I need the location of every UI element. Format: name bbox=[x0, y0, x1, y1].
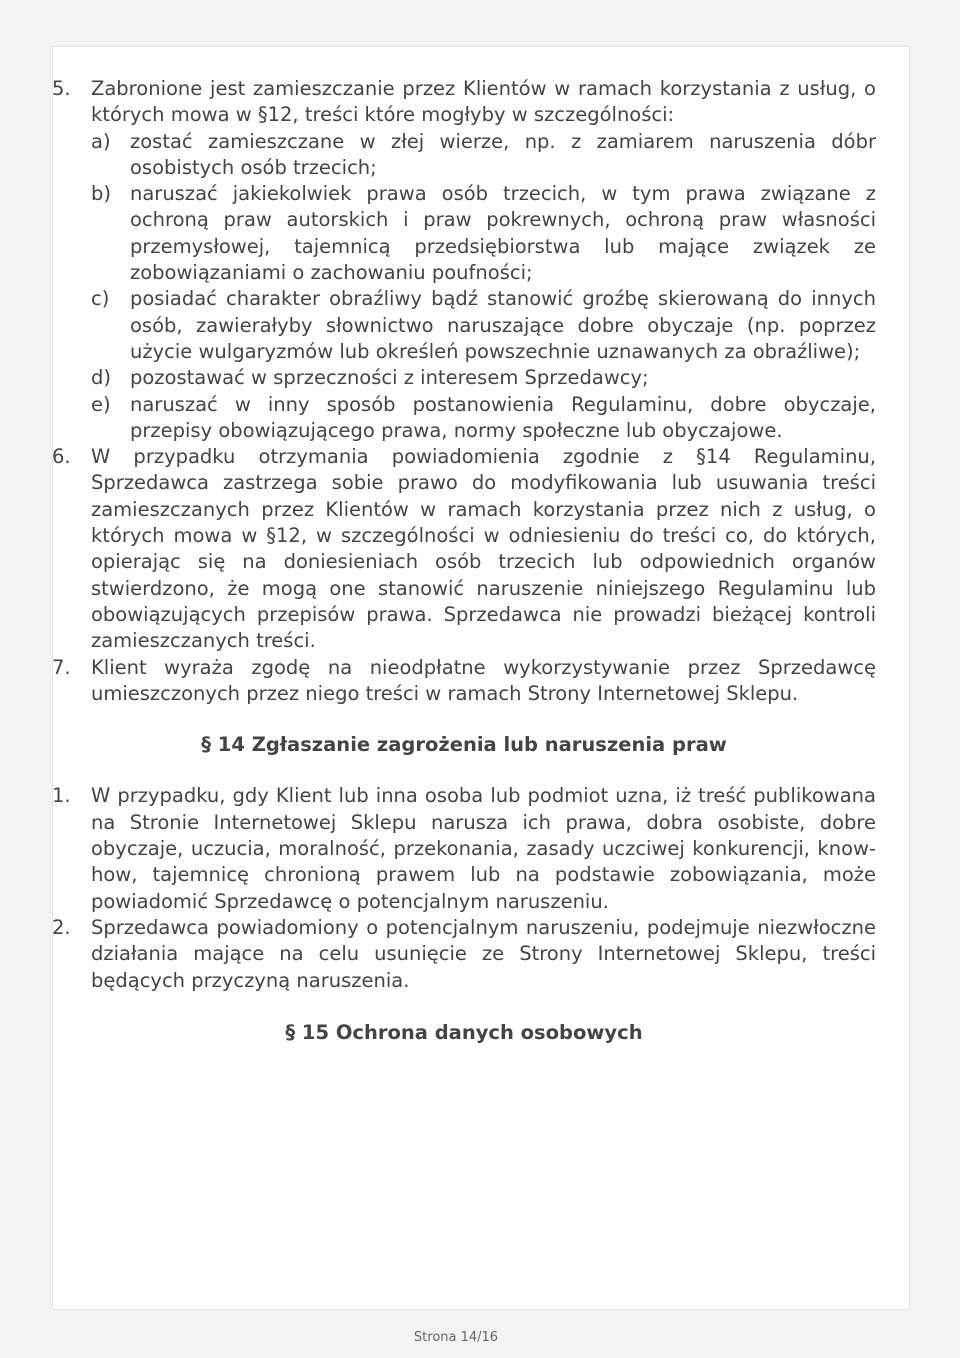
item-text: W przypadku otrzymania powiadomienia zgodnie z §14 Regulaminu, Sprzedawca zastrzega sobie prawo do modyfikowania lub usuwania treści zamieszczanych przez Klientów w ramach korzystania przez nich z usług, o których mowa w §12, w szczególności w odniesieniu do treści co, do których, opierając się na doniesieniach osób trzecich lub odpowiednich organów stwierdzono, że mogą one stanowić naruszenie niniejszego Regulaminu lub obowiązujących przepisów prawa. Sprzedawca nie prowadzi bieżącej kontroli zamieszczanych treści. bbox=[91, 445, 876, 653]
page-footer: Strona 14/16 bbox=[413, 1330, 499, 1345]
list-item-6 bbox=[52, 444, 876, 654]
sub-item-c bbox=[91, 286, 876, 365]
section-14-item-1 bbox=[52, 783, 876, 914]
sub-label: c) bbox=[91, 287, 110, 311]
sub-item-b bbox=[91, 181, 876, 286]
section-14-heading: § 14 Zgłaszanie zagrożenia lub naruszenia praw bbox=[201, 733, 727, 757]
item-text: Sprzedawca powiadomiony o potencjalnym naruszeniu, podejmuje niezwłoczne działania mające na celu usunięcie ze Strony Internetowej Sklepu, treści będących przyczyną naruszenia. bbox=[91, 915, 876, 992]
item-text: Klient wyraża zgodę na nieodpłatne wykorzystywanie przez Sprzedawcę umieszczonych przez niego treści w ramach Strony Internetowej Sklepu. bbox=[91, 655, 876, 705]
sub-label: d) bbox=[91, 366, 111, 390]
item-text: W przypadku, gdy Klient lub inna osoba lub podmiot uzna, iż treść publikowana na Stronie Internetowej Sklepu narusza ich prawa, dobra osobiste, dobre obyczaje, uczucia, moralność, przekonania, zasady uczciwej konkurencji, know-how, tajemnicę chronioną prawem lub na podstawie zobowiązania, może powiadomić Sprzedawcę o potencjalnym naruszeniu. bbox=[91, 784, 876, 913]
sub-label: b) bbox=[91, 182, 111, 206]
list-item-7 bbox=[52, 655, 876, 708]
section-14-item-2 bbox=[52, 915, 876, 994]
sub-label: e) bbox=[91, 392, 111, 416]
item-number: 5. bbox=[52, 77, 71, 100]
sub-text: naruszać w inny sposób postanowienia Regulaminu, dobre obyczaje, przepisy obowiązującego prawa, normy społeczne lub obyczajowe. bbox=[130, 392, 876, 442]
document-content bbox=[52, 76, 876, 1046]
sub-text: zostać zamieszczane w złej wierze, np. z zamiarem naruszenia dóbr osobistych osób trzecich; bbox=[130, 129, 876, 179]
sub-label: a) bbox=[91, 129, 111, 153]
sub-item-a bbox=[91, 129, 876, 182]
sub-text: naruszać jakiekolwiek prawa osób trzecich, w tym prawa związane z ochroną praw autorskich i praw pokrewnych, ochroną praw własności przemysłowej, tajemnicą przedsiębiorstwa lub mające związek ze zobowiązaniami o zachowaniu poufności; bbox=[130, 182, 876, 285]
item-number: 6. bbox=[52, 445, 71, 469]
sub-text: posiadać charakter obraźliwy bądź stanowić groźbę skierowaną do innych osób, zawierałyby słownictwo naruszające dobre obyczaje (np. poprzez użycie wulgaryzmów lub określeń powszechnie uznawanych za obraźliwe); bbox=[130, 287, 876, 363]
item-number: 2. bbox=[52, 915, 71, 939]
list-item-5 bbox=[52, 76, 876, 444]
sub-text: pozostawać w sprzeczności z interesem Sprzedawcy; bbox=[130, 366, 649, 390]
item-intro: Zabronione jest zamieszczanie przez Klientów w ramach korzystania z usług, o których mowa w §12, treści które mogłyby w szczególności: bbox=[91, 77, 876, 127]
item-number: 7. bbox=[52, 655, 71, 679]
sub-item-e bbox=[91, 392, 876, 445]
item-number: 1. bbox=[52, 784, 71, 808]
section-15-heading: § 15 Ochrona danych osobowych bbox=[285, 1020, 643, 1044]
sub-item-d bbox=[91, 365, 876, 391]
